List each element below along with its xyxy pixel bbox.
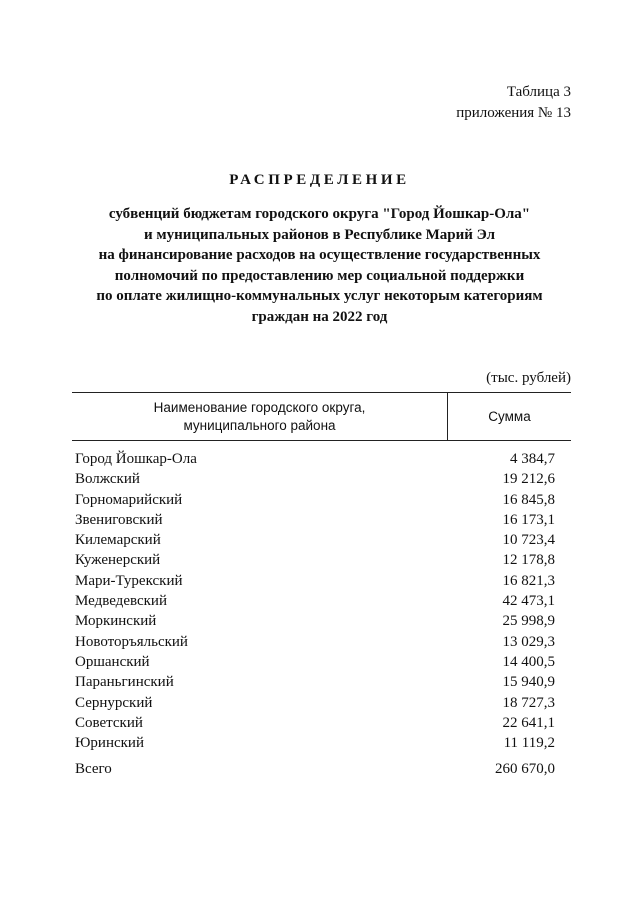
document-title: РАСПРЕДЕЛЕНИЕ — [229, 172, 410, 188]
district-amount: 18 727,3 — [502, 694, 555, 711]
district-amount: 10 723,4 — [502, 532, 555, 549]
table-header — [72, 392, 571, 441]
table-body — [72, 449, 571, 753]
table-row — [72, 591, 571, 611]
header-name-cell — [72, 393, 448, 440]
district-name: Параньгинский — [75, 674, 174, 691]
subtitle-line: субвенций бюджетам городского округа "Город Йошкар-Ола" — [108, 206, 531, 222]
total-value: 260 670,0 — [495, 761, 555, 778]
table-label: Таблица 3 — [506, 84, 571, 100]
district-name: Оршанский — [75, 653, 150, 670]
district-name: Советский — [75, 714, 143, 731]
table-row — [72, 632, 571, 652]
district-name: Горномарийский — [75, 491, 183, 508]
district-amount: 25 998,9 — [502, 613, 555, 630]
subtitle-line: по оплате жилищно-коммунальных услуг некоторым категориям — [96, 288, 543, 304]
table-reference — [456, 82, 571, 124]
table-row — [72, 490, 571, 510]
table-row — [72, 611, 571, 631]
district-amount: 11 119,2 — [503, 735, 555, 752]
district-amount: 19 212,6 — [502, 471, 555, 488]
district-amount: 14 400,5 — [502, 653, 555, 670]
district-name: Мари-Турекский — [75, 572, 183, 589]
subtitle-line: и муниципальных районов в Республике Марий Эл — [143, 226, 496, 243]
table-row — [72, 449, 571, 469]
document-subtitle — [60, 204, 579, 327]
table-row — [72, 693, 571, 713]
district-name: Город Йошкар-Ола — [75, 451, 197, 467]
district-amount: 22 641,1 — [502, 714, 555, 731]
district-name: Юринский — [75, 735, 144, 752]
total-row — [72, 759, 571, 779]
district-amount: 16 821,3 — [502, 572, 555, 589]
table-row — [72, 510, 571, 530]
district-amount: 13 029,3 — [502, 633, 555, 650]
table-row — [72, 550, 571, 570]
district-name: Звениговский — [75, 511, 163, 528]
table-row — [72, 571, 571, 591]
district-amount: 16 845,8 — [502, 491, 555, 508]
district-name: Сернурский — [75, 694, 153, 711]
district-amount: 15 940,9 — [502, 674, 555, 691]
district-amount: 4 384,7 — [510, 451, 555, 467]
distribution-table — [72, 392, 571, 779]
district-name: Новоторъяльский — [75, 633, 188, 650]
district-amount: 42 473,1 — [502, 593, 555, 610]
table-row — [72, 713, 571, 733]
district-name: Куженерский — [75, 552, 161, 569]
table-row — [72, 672, 571, 692]
table-row — [72, 652, 571, 672]
subtitle-line: полномочий по предоставлению мер социальной поддержки — [114, 267, 525, 284]
subtitle-line: на финансирование расходов на осуществление государственных — [98, 247, 541, 263]
subtitle-line: граждан на 2022 год — [251, 308, 388, 325]
appendix-label: приложения № 13 — [456, 105, 571, 121]
header-sum-cell: Сумма — [488, 409, 531, 424]
table-row — [72, 530, 571, 550]
header-name-line: муниципального района — [183, 417, 336, 433]
district-name: Волжский — [75, 471, 140, 488]
total-label: Всего — [75, 761, 112, 778]
district-name: Килемарский — [75, 532, 161, 549]
district-amount: 16 173,1 — [502, 511, 555, 528]
header-name-line: Наименование городского округа, — [153, 399, 366, 415]
district-amount: 12 178,8 — [502, 552, 555, 569]
district-name: Моркинский — [75, 613, 157, 630]
units-label: (тыс. рублей) — [486, 370, 571, 386]
district-name: Медведевский — [75, 593, 167, 610]
table-row — [72, 733, 571, 753]
table-row — [72, 469, 571, 489]
